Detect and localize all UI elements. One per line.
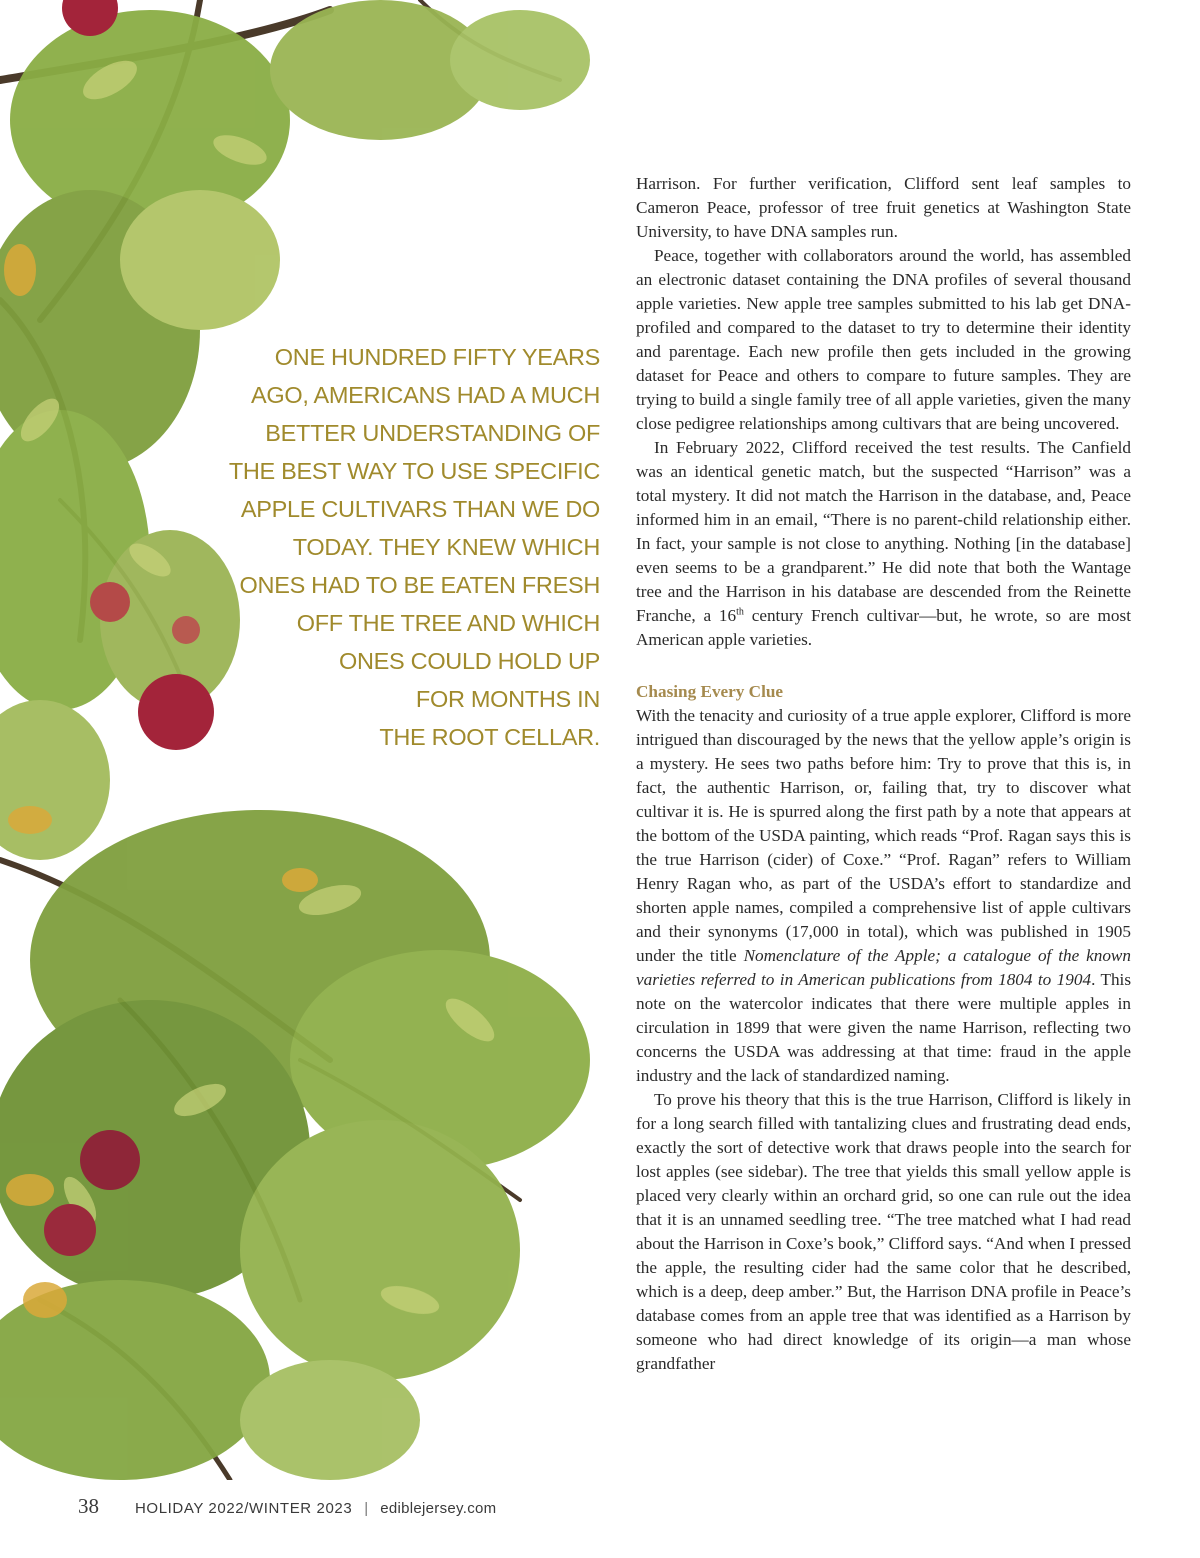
article-paragraph: Peace, together with collaborators around the world, has assembled an electronic dataset containing the DNA profiles of several thousand apple varieties. New apple tree samples submitted to his lab get DNA-profiled and compared to the dataset to try to determine their identity and parentage. Each new profile then gets included in the growing dataset for Peace and others to compare to future samples. They are trying to build a single family tree of all apple varieties, given the many close pedigree relationships among cultivars that are being uncovered. [636,246,1131,433]
pull-quote-line: OFF THE TREE AND WHICH [296,610,600,636]
apple-fruit [90,582,130,622]
footer-separator: | [364,1500,369,1517]
site-url: ediblejersey.com [380,1500,497,1517]
paragraph-text: . This note on the watercolor indicates that there were multiple apples in circulation in 1899 that were given the name Harrison, reflecting two concerns the USDA was addressing at that time: fraud in the apple industry and the lack of standardized naming. [636,970,1132,1085]
book-title: Nomenclature of the Apple; a catalogue of the known varieties referred to in American publications from 1804 to 1904 [636,946,1131,989]
pull-quote-line: APPLE CULTIVARS THAN WE DO [240,496,600,522]
article-paragraph: Harrison. For further verification, Clifford sent leaf samples to Cameron Peace, professor of tree fruit genetics at Washington State University, to have DNA samples run. [636,174,1131,241]
pull-quote [215,338,600,756]
apple-fruit [44,1204,96,1256]
pull-quote-line: THE BEST WAY TO USE SPECIFIC [228,458,600,484]
pull-quote-line: AGO, AMERICANS HAD A MUCH [251,382,600,408]
ordinal-suffix: th [736,606,744,618]
article-column [636,172,1131,1376]
pull-quote-line: ONE HUNDRED FIFTY YEARS [274,344,600,370]
page-number: 38 [78,1494,99,1518]
paragraph-text: In February 2022, Clifford received the test results. The Canfield was an identical genetic match, but the suspected “Harrison” was a total mystery. It did not match the Harrison in the database, and, Peace informed him in an email, “There is no parent-child relationship either. In fact, your sample is not close to anything. Nothing [in the database] even seems to be a grandparent.” He did note that both the Wantage tree and the Harrison in his database are descended from the Reinette Franche, a 16 [636,438,1131,625]
apple-fruit [172,616,200,644]
pull-quote-line: BETTER UNDERSTANDING OF [265,420,600,446]
page-footer [78,1494,496,1518]
article-paragraph: To prove his theory that this is the true Harrison, Clifford is likely in for a long search filled with tantalizing clues and frustrating dead ends, exactly the sort of detective work that draws people into the search for lost apples (see sidebar). The tree that yields this small yellow apple is placed very clearly within an orchard grid, so one can rule out the idea that it is an unnamed seedling tree. “The tree matched what I had read about the Harrison in Coxe’s book,” Clifford says. “And when I pressed the apple, the resulting cider had the same color that he described, which is a deep, deep amber.” But, the Harrison DNA profile in Peace’s database comes from an apple tree that was identified as a Harrison by someone who had direct knowledge of its origin—a man whose grandfather [636,1090,1131,1373]
article-paragraph [636,704,1131,1088]
paragraph-text: century French cultivar—but, he wrote, so are most American apple varieties. [636,606,1131,649]
issue-label: HOLIDAY 2022/WINTER 2023 [135,1500,353,1517]
paragraph-text: With the tenacity and curiosity of a true apple explorer, Clifford is more intrigued than discouraged by the news that the yellow apple’s origin is a mystery. He sees two paths before him: Try to prove that this is, in fact, the authentic Harrison, or, failing that, try to discover what cultivar it is. He is spurred along the first path by a note that appears at the bottom of the USDA painting, which reads “Prof. Ragan says this is the true Harrison (cider) of Coxe.” “Prof. Ragan” refers to William Henry Ragan who, as part of the USDA’s effort to standardize and shorten apple names, compiled a comprehensive list of apple cultivars and their synonyms (17,000 in total), which was published in 1905 under the title [636,706,1131,965]
article-paragraph [636,436,1131,652]
section-heading: Chasing Every Clue [636,682,784,701]
pull-quote-line: TODAY. THEY KNEW WHICH [292,534,600,560]
pull-quote-line: ONES COULD HOLD UP [339,648,600,674]
pull-quote-line: THE ROOT CELLAR. [379,724,600,750]
pull-quote-line: ONES HAD TO BE EATEN FRESH [239,572,600,598]
pull-quote-line: FOR MONTHS IN [415,686,600,712]
apple-fruit [138,674,214,750]
apple-fruit [80,1130,140,1190]
